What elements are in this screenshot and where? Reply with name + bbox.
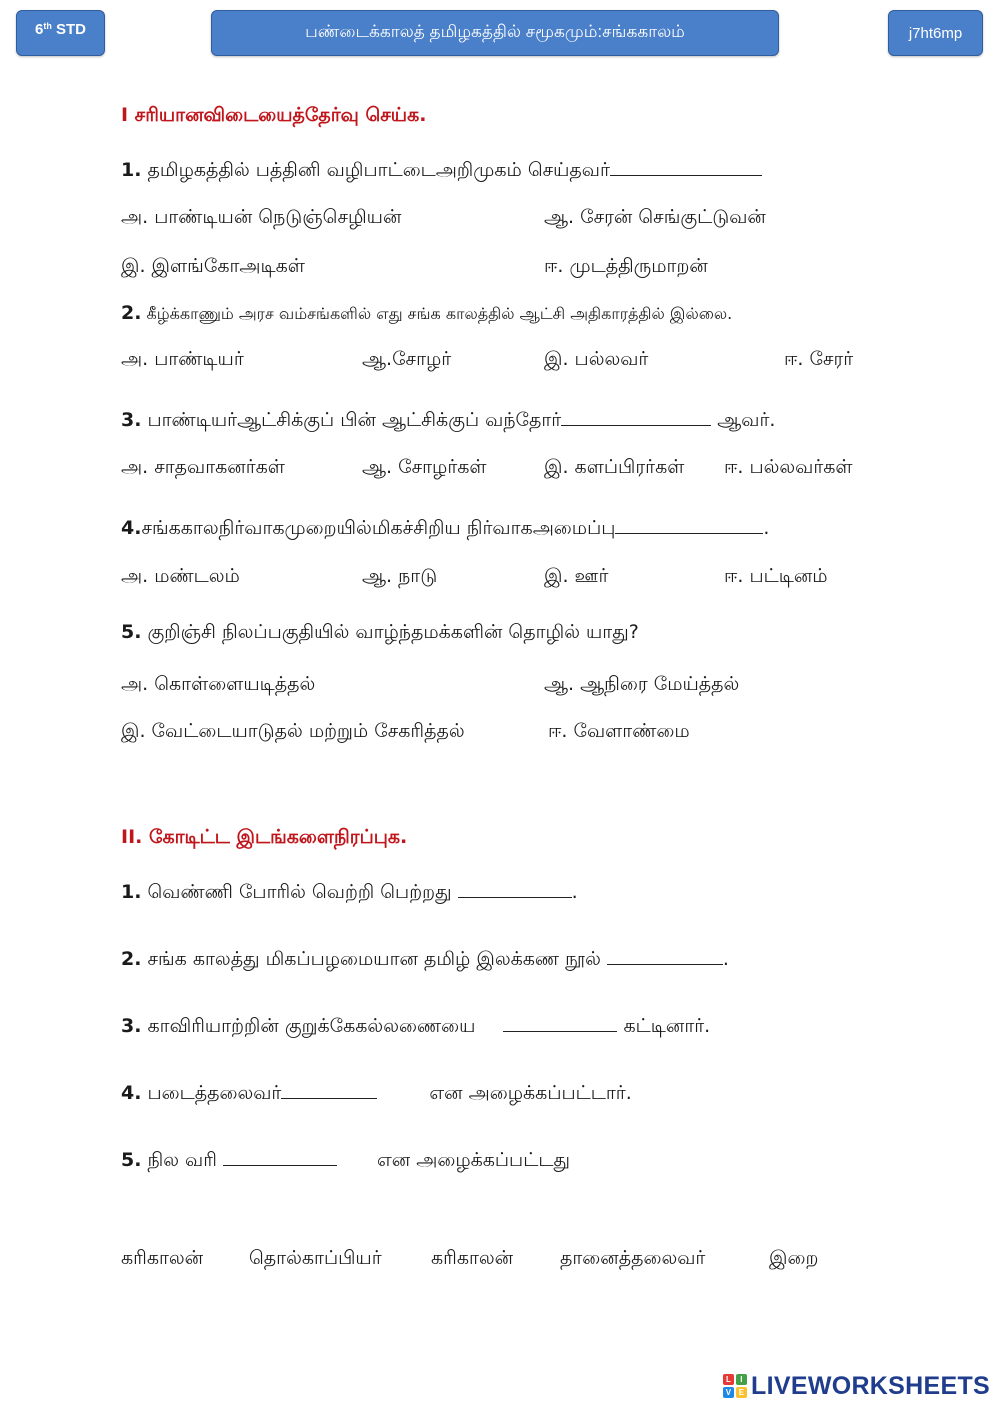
q3-option-d[interactable]: ஈ. பல்லவர்கள்	[724, 456, 853, 478]
item-number: 4.	[121, 1082, 142, 1104]
q1-option-b[interactable]: ஆ. சேரன் செங்குட்டுவன்	[544, 206, 766, 228]
q1-option-d[interactable]: ஈ. முடத்திருமாறன்	[544, 255, 708, 277]
brand-name: LIVEWORKSHEETS	[751, 1371, 990, 1400]
fill-item-3	[121, 1012, 710, 1040]
question-text-after: .	[763, 517, 770, 539]
q1-option-a[interactable]: அ. பாண்டியன் நெடுஞ்செழியன்	[121, 206, 402, 228]
answer-blank[interactable]	[561, 406, 711, 426]
fill-blank[interactable]	[281, 1079, 377, 1099]
word-bank-item: கரிகாலன்	[121, 1247, 204, 1269]
fill-blank[interactable]	[223, 1146, 337, 1166]
item-text-after: .	[722, 948, 729, 970]
fill-blank[interactable]	[458, 878, 572, 898]
question-1	[121, 156, 762, 184]
logo-letter: V	[723, 1387, 734, 1398]
question-number: 5.	[121, 621, 142, 643]
q4-option-c[interactable]: இ. ஊர்	[544, 565, 609, 587]
question-number: 3.	[121, 409, 142, 431]
question-text: குறிஞ்சி நிலப்பகுதியில் வாழ்ந்தமக்களின் தொழில் யாது?	[141, 621, 639, 643]
q4-option-d[interactable]: ஈ. பட்டினம்	[724, 565, 828, 587]
item-text-after: .	[571, 881, 578, 903]
item-text: சங்க காலத்து மிகப்பழமையான தமிழ் இலக்கண நூல்	[141, 948, 607, 970]
item-text-after: என அழைக்கப்பட்டார்.	[429, 1082, 632, 1104]
item-text-after: என அழைக்கப்பட்டது	[376, 1149, 570, 1171]
grade-sup: th	[43, 21, 52, 31]
grade-suffix: STD	[51, 21, 86, 38]
fill-item-1	[121, 878, 578, 906]
q5-option-d[interactable]: ஈ. வேளாண்மை	[548, 720, 690, 742]
word-bank-item: இறை	[769, 1247, 819, 1269]
fill-item-4	[121, 1079, 632, 1107]
item-text-after: கட்டினார்.	[617, 1015, 711, 1037]
question-text: தமிழகத்தில் பத்தினி வழிபாட்டைஅறிமுகம் செய்தவர்	[141, 159, 610, 181]
q4-option-b[interactable]: ஆ. நாடு	[362, 565, 438, 587]
question-5	[121, 621, 639, 646]
word-bank-item: கரிகாலன்	[431, 1247, 514, 1269]
word-bank-item: தொல்காப்பியர்	[249, 1247, 382, 1269]
q2-option-c[interactable]: இ. பல்லவர்	[544, 348, 649, 370]
item-number: 2.	[121, 948, 142, 970]
section2-heading: II. கோடிட்ட இடங்களைநிரப்புக.	[121, 826, 408, 848]
q5-option-a[interactable]: அ. கொள்ளையடித்தல்	[121, 673, 316, 695]
question-3	[121, 406, 775, 434]
logo-letter: L	[723, 1374, 734, 1385]
liveworksheets-logo-icon	[723, 1374, 747, 1398]
question-number: 1.	[121, 159, 142, 181]
fill-blank[interactable]	[503, 1012, 617, 1032]
question-number: 2.	[121, 302, 142, 324]
item-text: நில வரி	[141, 1149, 223, 1171]
q3-option-a[interactable]: அ. சாதவாகனர்கள்	[121, 456, 285, 478]
q5-option-c[interactable]: இ. வேட்டையாடுதல் மற்றும் சேகரித்தல்	[121, 720, 465, 742]
answer-blank[interactable]	[610, 156, 762, 176]
item-text: படைத்தலைவர்	[141, 1082, 282, 1104]
item-number: 1.	[121, 881, 142, 903]
q2-option-d[interactable]: ஈ. சேரர்	[784, 348, 854, 370]
item-number: 5.	[121, 1149, 142, 1171]
question-4	[121, 514, 769, 542]
q2-option-a[interactable]: அ. பாண்டியர்	[121, 348, 244, 370]
item-number: 3.	[121, 1015, 142, 1037]
logo-letter: I	[736, 1374, 747, 1385]
q4-option-a[interactable]: அ. மண்டலம்	[121, 565, 240, 587]
fill-item-5	[121, 1146, 570, 1174]
logo-letter: E	[736, 1387, 747, 1398]
question-text-after: ஆவர்.	[711, 409, 776, 431]
worksheet-code: j7ht6mp	[888, 10, 983, 56]
item-text: காவிரியாற்றின் குறுக்கேகல்லணையை	[141, 1015, 482, 1037]
question-2	[121, 302, 732, 325]
word-bank-item: தானைத்தலைவர்	[560, 1247, 706, 1269]
answer-blank[interactable]	[615, 514, 763, 534]
q1-option-c[interactable]: இ. இளங்கோஅடிகள்	[121, 255, 305, 277]
worksheet-title: பண்டைக்காலத் தமிழகத்தில் சமூகமும்:சங்ககாலம்	[211, 10, 779, 56]
q2-option-b[interactable]: ஆ.சோழர்	[362, 348, 452, 370]
question-number: 4.	[121, 517, 142, 539]
question-text: சங்ககாலநிர்வாகமுறையில்மிகச்சிறிய நிர்வாகஅமைப்பு	[141, 517, 616, 539]
fill-blank[interactable]	[607, 945, 723, 965]
q3-option-c[interactable]: இ. களப்பிரர்கள்	[544, 456, 685, 478]
question-text: கீழ்க்காணும் அரச வம்சங்களில் எது சங்க காலத்தில் ஆட்சி அதிகாரத்தில் இல்லை.	[141, 304, 733, 323]
q5-option-b[interactable]: ஆ. ஆநிரை மேய்த்தல்	[544, 673, 740, 695]
q3-option-b[interactable]: ஆ. சோழர்கள்	[362, 456, 487, 478]
grade-number: 6	[34, 21, 44, 38]
fill-item-2	[121, 945, 729, 973]
liveworksheets-logo[interactable]	[723, 1369, 990, 1403]
section1-heading: I சரியானவிடையைத்தேர்வு செய்க.	[121, 104, 427, 126]
question-text: பாண்டியர்ஆட்சிக்குப் பின் ஆட்சிக்குப் வந்தோர்	[141, 409, 562, 431]
grade-badge	[16, 10, 105, 56]
item-text: வெண்ணி போரில் வெற்றி பெற்றது	[141, 881, 458, 903]
